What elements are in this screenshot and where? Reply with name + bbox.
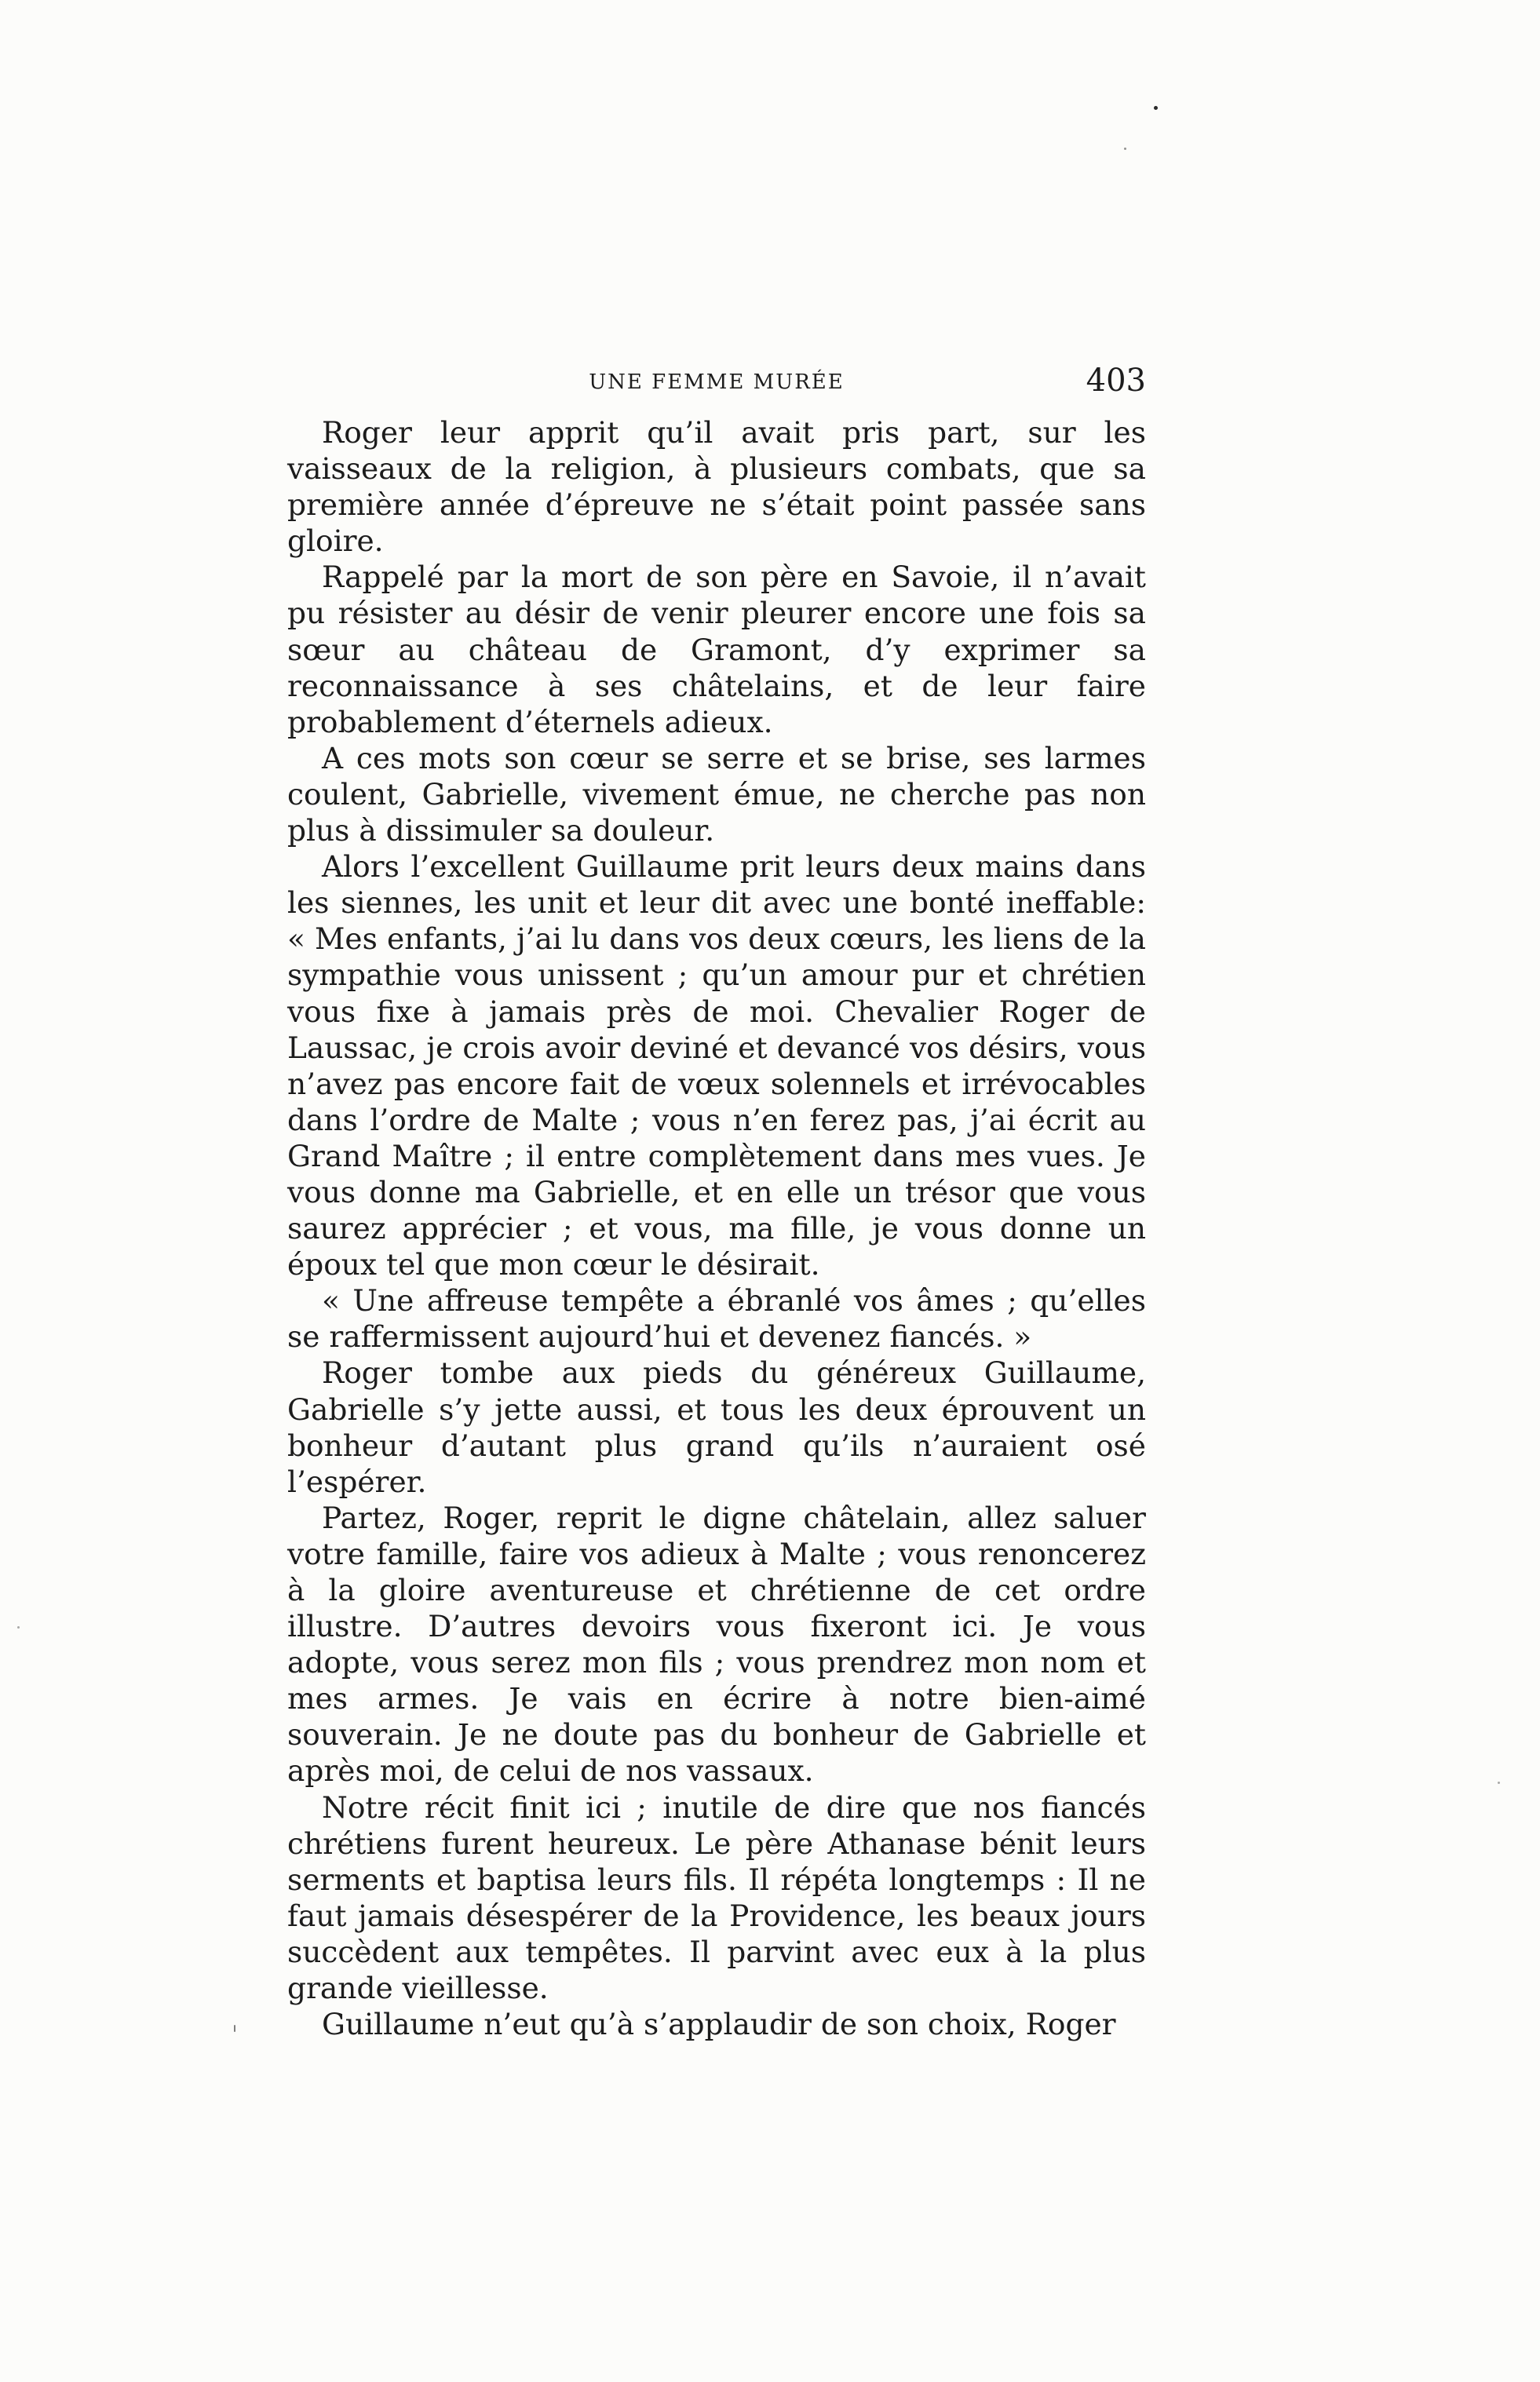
paragraph-8: Notre récit finit ici ; inutile de dire que nos fiancés chrétiens furent heureux. Le père Athanase bénit leurs serments et baptisa leurs fils. Il répéta longtemps : Il ne faut jamais désespérer de la Providence, les beaux jours succèdent aux tempêtes. Il parvint avec eux à la plus grande vieillesse. [287, 1789, 1146, 2006]
paragraph-6: Roger tombe aux pieds du généreux Guillaume, Gabrielle s’y jette aussi, et tous les deux éprouvent un bonheur d’autant plus grand qu’ils n’auraient osé l’espérer. [287, 1355, 1146, 1499]
page-number: 403 [1086, 363, 1146, 399]
paper-speck [1154, 106, 1158, 110]
paragraph-4: Alors l’excellent Guillaume prit leurs deux mains dans les siennes, les unit et leur dit avec une bonté ineffable: « Mes enfants, j’ai lu dans vos deux cœurs, les liens de la sympathie vous unissent ; qu’un amour pur et chrétien vous fixe à jamais près de moi. Chevalier Roger de Laussac, je crois avoir deviné et devancé vos désirs, vous n’avez pas encore fait de vœux solennels et irrévocables dans l’ordre de Malte ; vous n’en ferez pas, j’ai écrit au Grand Maître ; il entre complètement dans mes vues. Je vous donne ma Gabrielle, et en elle un trésor que vous saurez apprécier ; et vous, ma fille, je vous donne un époux tel que mon cœur le désirait. [287, 849, 1146, 1282]
paragraph-3: A ces mots son cœur se serre et se brise, ses larmes coulent, Gabrielle, vivement émue, ne cherche pas non plus à dissimuler sa douleur. [287, 740, 1146, 848]
paper-speck [1124, 148, 1126, 150]
paragraph-1: Roger leur apprit qu’il avait pris part, sur les vaisseaux de la religion, à plusieurs combats, que sa première année d’épreuve ne s’était point passée sans gloire. [287, 415, 1146, 559]
paper-speck [1498, 1782, 1500, 1784]
paragraph-9: Guillaume n’eut qu’à s’applaudir de son choix, Roger [322, 2007, 1116, 2042]
running-title: UNE FEMME MURÉE [589, 370, 845, 394]
paragraph-7: Partez, Roger, reprit le digne châtelain, allez saluer votre famille, faire vos adieux à Malte ; vous renoncerez à la gloire aventureuse et chrétienne de cet ordre illustre. D’autres devoirs vous fixeront ici. Je vous adopte, vous serez mon fils ; vous prendrez mon nom et mes armes. Je vais en écrire à notre bien-aimé souverain. Je ne doute pas du bonheur de Gabrielle et après moi, de celui de nos vassaux. [287, 1500, 1146, 1789]
paragraph-5: « Une affreuse tempête a ébranlé vos âmes ; qu’elles se raffermissent aujourd’hui et devenez fiancés. » [287, 1283, 1146, 1355]
paragraph-2: Rappelé par la mort de son père en Savoie, il n’avait pu résister au désir de venir pleurer encore une fois sa sœur au château de Gramont, d’y exprimer sa reconnaissance à ses châtelains, et de leur faire probablement d’éternels adieux. [287, 560, 1146, 739]
running-header [287, 363, 1146, 410]
body-text [287, 414, 1146, 2042]
paper-speck [17, 1626, 20, 1629]
paper-speck [234, 2025, 235, 2032]
